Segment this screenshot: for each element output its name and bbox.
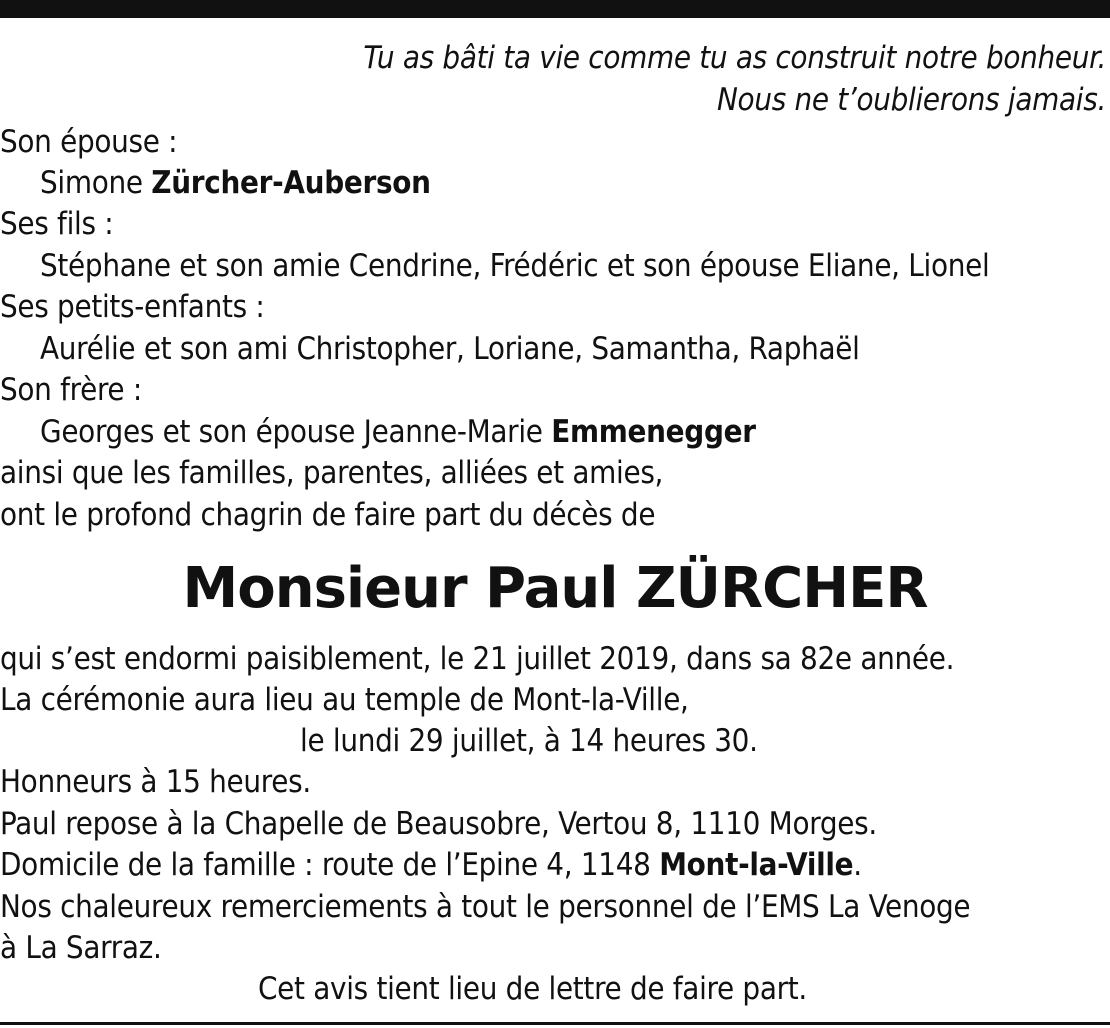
closing-line bbox=[258, 971, 807, 1007]
domicile-town: Mont-la-Ville bbox=[659, 847, 854, 883]
quote-line-2 bbox=[717, 82, 1106, 118]
brother-last-name: Emmenegger bbox=[551, 414, 756, 450]
honours-line-text: Honneurs à 15 heures. bbox=[0, 764, 311, 800]
sons-names-text: Stéphane et son amie Cendrine, Frédéric et son épouse Eliane, Lionel bbox=[40, 248, 990, 284]
thanks-line-1 bbox=[0, 889, 970, 925]
ceremony-line-text: La cérémonie aura lieu au temple de Mont-la-Ville, bbox=[0, 682, 689, 718]
passing-line-text: qui s’est endormi paisiblement, le 21 juillet 2019, dans sa 82e année. bbox=[0, 641, 955, 677]
thanks-line-2-text: à La Sarraz. bbox=[0, 930, 162, 966]
top-rule bbox=[0, 0, 1110, 18]
spouse-first-name: Simone bbox=[40, 165, 152, 201]
sons-names bbox=[40, 248, 989, 284]
thanks-line-2 bbox=[0, 930, 162, 966]
brother-label bbox=[0, 372, 142, 408]
announcement-line bbox=[0, 497, 655, 533]
deceased-name bbox=[0, 556, 1110, 622]
sons-label-text: Ses fils : bbox=[0, 206, 114, 242]
domicile-line-text bbox=[0, 847, 862, 883]
grandchildren-label bbox=[0, 289, 264, 325]
bottom-rule bbox=[0, 1022, 1110, 1025]
spouse-name bbox=[40, 165, 431, 201]
spouse-label-text: Son épouse : bbox=[0, 124, 178, 160]
others-line-text: ainsi que les familles, parentes, alliées et amies, bbox=[0, 455, 664, 491]
announcement-line-text: ont le profond chagrin de faire part du décès de bbox=[0, 497, 656, 533]
domicile-suffix: . bbox=[853, 847, 862, 883]
others-line bbox=[0, 455, 663, 491]
closing-line-text: Cet avis tient lieu de lettre de faire part. bbox=[258, 971, 807, 1007]
spouse-last-name: Zürcher-Auberson bbox=[151, 165, 431, 201]
quote-line-1-text: Tu as bâti ta vie comme tu as construit notre bonheur. bbox=[363, 40, 1106, 76]
honours-line bbox=[0, 764, 311, 800]
deceased-name-text: Monsieur Paul ZÜRCHER bbox=[182, 556, 928, 621]
grandchildren-label-text: Ses petits-enfants : bbox=[0, 289, 265, 325]
brother-name bbox=[40, 414, 756, 450]
brother-name-text bbox=[40, 414, 756, 450]
quote-line-2-text: Nous ne t’oublierons jamais. bbox=[717, 82, 1106, 118]
domicile-line bbox=[0, 847, 862, 883]
ceremony-line bbox=[0, 682, 689, 718]
rest-line bbox=[0, 806, 877, 842]
ceremony-date-line bbox=[300, 723, 758, 759]
domicile-prefix: Domicile de la famille : route de l’Epine 4, 1148 bbox=[0, 847, 660, 883]
ceremony-date-text: le lundi 29 juillet, à 14 heures 30. bbox=[300, 723, 758, 759]
grandchildren-names-text: Aurélie et son ami Christopher, Loriane, Samantha, Raphaël bbox=[40, 331, 860, 367]
spouse-label bbox=[0, 124, 177, 160]
spouse-name-text bbox=[40, 165, 431, 201]
sons-label bbox=[0, 206, 113, 242]
brother-first-names: Georges et son épouse Jeanne-Marie bbox=[40, 414, 552, 450]
quote-line-1 bbox=[363, 40, 1106, 76]
grandchildren-names bbox=[40, 331, 860, 367]
brother-label-text: Son frère : bbox=[0, 372, 142, 408]
thanks-line-1-text: Nos chaleureux remerciements à tout le personnel de l’EMS La Venoge bbox=[0, 889, 971, 925]
passing-line bbox=[0, 641, 954, 677]
rest-line-text: Paul repose à la Chapelle de Beausobre, Vertou 8, 1110 Morges. bbox=[0, 806, 877, 842]
